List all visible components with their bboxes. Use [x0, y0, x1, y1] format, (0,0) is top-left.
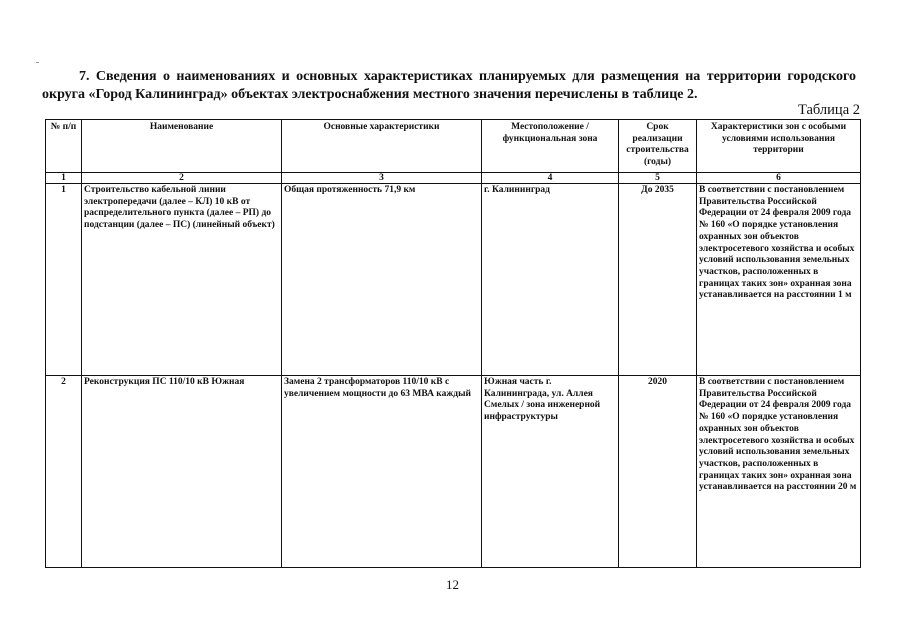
row-term: 2020	[619, 376, 697, 568]
header-num: № п/п	[46, 120, 82, 173]
row-term: До 2035	[619, 184, 697, 376]
row-location: г. Калининград	[482, 184, 619, 376]
intro-paragraph: 7. Сведения о наименованиях и основных характеристиках планируемых для размещения на территории городского округа «Город Калининград» объектах электроснабжения местного значения перечислены в таблице 2.	[42, 69, 856, 102]
row-characteristics: Общая протяженность 71,9 км	[282, 184, 482, 376]
column-number-row	[46, 173, 861, 184]
header-characteristics: Основные характеристики	[282, 120, 482, 173]
row-name: Реконструкция ПС 110/10 кВ Южная	[82, 376, 282, 568]
header-name: Наименование	[82, 120, 282, 173]
facilities-table	[45, 119, 861, 568]
row-zones: В соответствии с постановлением Правительства Российской Федерации от 24 февраля 2009 года № 160 «О порядке установления охранных зон объектов электросетевого хозяйства и особых условий использования земельных участков, расположенных в границах таких зон» охранная зона устанавливается на расстоянии 20 м	[697, 376, 861, 568]
scan-speck	[36, 62, 39, 63]
row-number: 1	[46, 184, 82, 376]
column-number: 1	[46, 173, 82, 184]
column-number: 2	[82, 173, 282, 184]
row-name: Строительство кабельной линии электропередачи (далее – КЛ) 10 кВ от распределительного пункта (далее – РП) до подстанции (далее – ПС) (линейный объект)	[82, 184, 282, 376]
column-number: 4	[482, 173, 619, 184]
header-row	[46, 120, 861, 173]
column-number: 5	[619, 173, 697, 184]
header-zones: Характеристики зон с особыми условиями использования территории	[697, 120, 861, 173]
page-number: 12	[446, 577, 459, 592]
table-label: Таблица 2	[797, 102, 860, 118]
row-number: 2	[46, 376, 82, 568]
column-number: 3	[282, 173, 482, 184]
table-row	[46, 376, 861, 568]
table-row	[46, 184, 861, 376]
header-location: Местоположение / функциональная зона	[482, 120, 619, 173]
row-zones: В соответствии с постановлением Правительства Российской Федерации от 24 февраля 2009 года № 160 «О порядке установления охранных зон объектов электросетевого хозяйства и особых условий использования земельных участков, расположенных в границах таких зон» охранная зона устанавливается на расстоянии 1 м	[697, 184, 861, 376]
header-term: Срок реализации строительства (годы)	[619, 120, 697, 173]
row-characteristics: Замена 2 трансформаторов 110/10 кВ с увеличением мощности до 63 МВА каждый	[282, 376, 482, 568]
column-number: 6	[697, 173, 861, 184]
row-location: Южная часть г. Калининграда, ул. Аллея Смелых / зона инженерной инфраструктуры	[482, 376, 619, 568]
